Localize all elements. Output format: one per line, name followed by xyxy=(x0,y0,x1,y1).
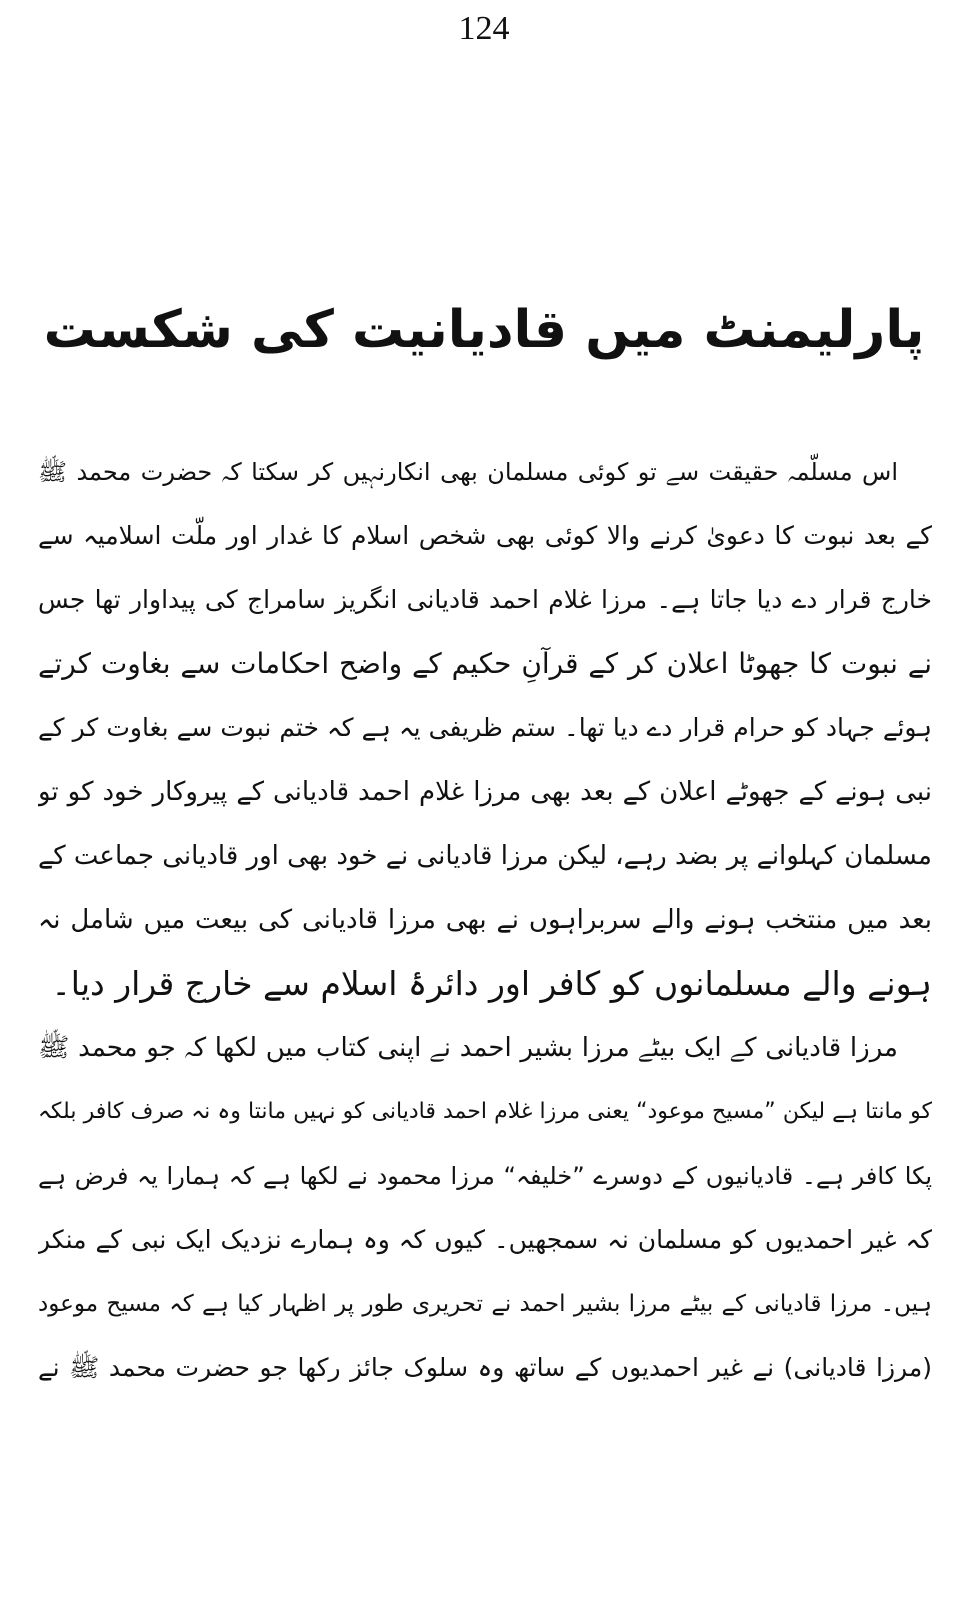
text-line: ہونے والے مسلمانوں کو کافر اور دائرۂ اسلام سے خارج قرار دیا۔ xyxy=(51,964,932,1003)
text-line: نے نبوت کا جھوٹا اعلان کر کے قرآنِ حکیم کے واضح احکامات سے بغاوت کرتے xyxy=(38,647,932,680)
text-line: بعد میں منتخب ہونے والے سربراہوں نے بھی مرزا قادیانی کی بیعت میں شامل نہ xyxy=(38,905,932,935)
text-line: اس مسلّمہ حقیقت سے تو کوئی مسلمان بھی انکارنہیں کر سکتا کہ حضرت محمد ﷺ xyxy=(38,458,898,486)
text-line: نبی ہونے کے جھوٹے اعلان کے بعد بھی مرزا غلام احمد قادیانی کے پیروکار خود کو تو xyxy=(38,777,932,807)
text-line: مسلمان کہلوانے پر بضد رہے، لیکن مرزا قادیانی نے خود بھی اور قادیانی جماعت کے xyxy=(38,841,932,871)
text-line: مرزا قادیانی کے ایک بیٹے مرزا بشیر احمد نے اپنی کتاب میں لکھا کہ جو محمد ﷺ xyxy=(38,1033,898,1063)
text-line: ہیں۔ مرزا قادیانی کے بیٹے مرزا بشیر احمد نے تحریری طور پر اظہار کیا ہے کہ مسیح موعود xyxy=(38,1291,932,1317)
text-line: کہ غیر احمدیوں کو مسلمان نہ سمجھیں۔ کیوں کہ وہ ہمارے نزدیک ایک نبی کے منکر xyxy=(38,1225,932,1254)
text-line: کو مانتا ہے لیکن ”مسیح موعود“ یعنی مرزا غلام احمد قادیانی کو نہیں مانتا وہ نہ صرف کافر بلکہ xyxy=(38,1099,932,1124)
page-number: 124 xyxy=(458,10,510,47)
text-line: پکا کافر ہے۔ قادیانیوں کے دوسرے ”خلیفہ“ مرزا محمود نے لکھا ہے کہ ہمارا یہ فرض ہے xyxy=(38,1162,932,1190)
text-line: خارج قرار دے دیا جاتا ہے۔ مرزا غلام احمد قادیانی انگریز سامراج کی پیداوار تھا جس xyxy=(38,585,932,614)
chapter-title: پارلیمنٹ میں قادیانیت کی شکست xyxy=(43,300,925,360)
text-line: کے بعد نبوت کا دعویٰ کرنے والا کوئی بھی شخص اسلام کا غدار اور ملّت اسلامیہ سے xyxy=(38,521,932,550)
body-text xyxy=(38,440,932,1400)
text-line: (مرزا قادیانی) نے غیر احمدیوں کے ساتھ وہ سلوک جائز رکھا جو حضرت محمد ﷺ نے xyxy=(38,1353,932,1382)
text-line: ہوئے جہاد کو حرام قرار دے دیا تھا۔ ستم ظریفی یہ ہے کہ ختم نبوت سے بغاوت کر کے xyxy=(38,713,932,742)
